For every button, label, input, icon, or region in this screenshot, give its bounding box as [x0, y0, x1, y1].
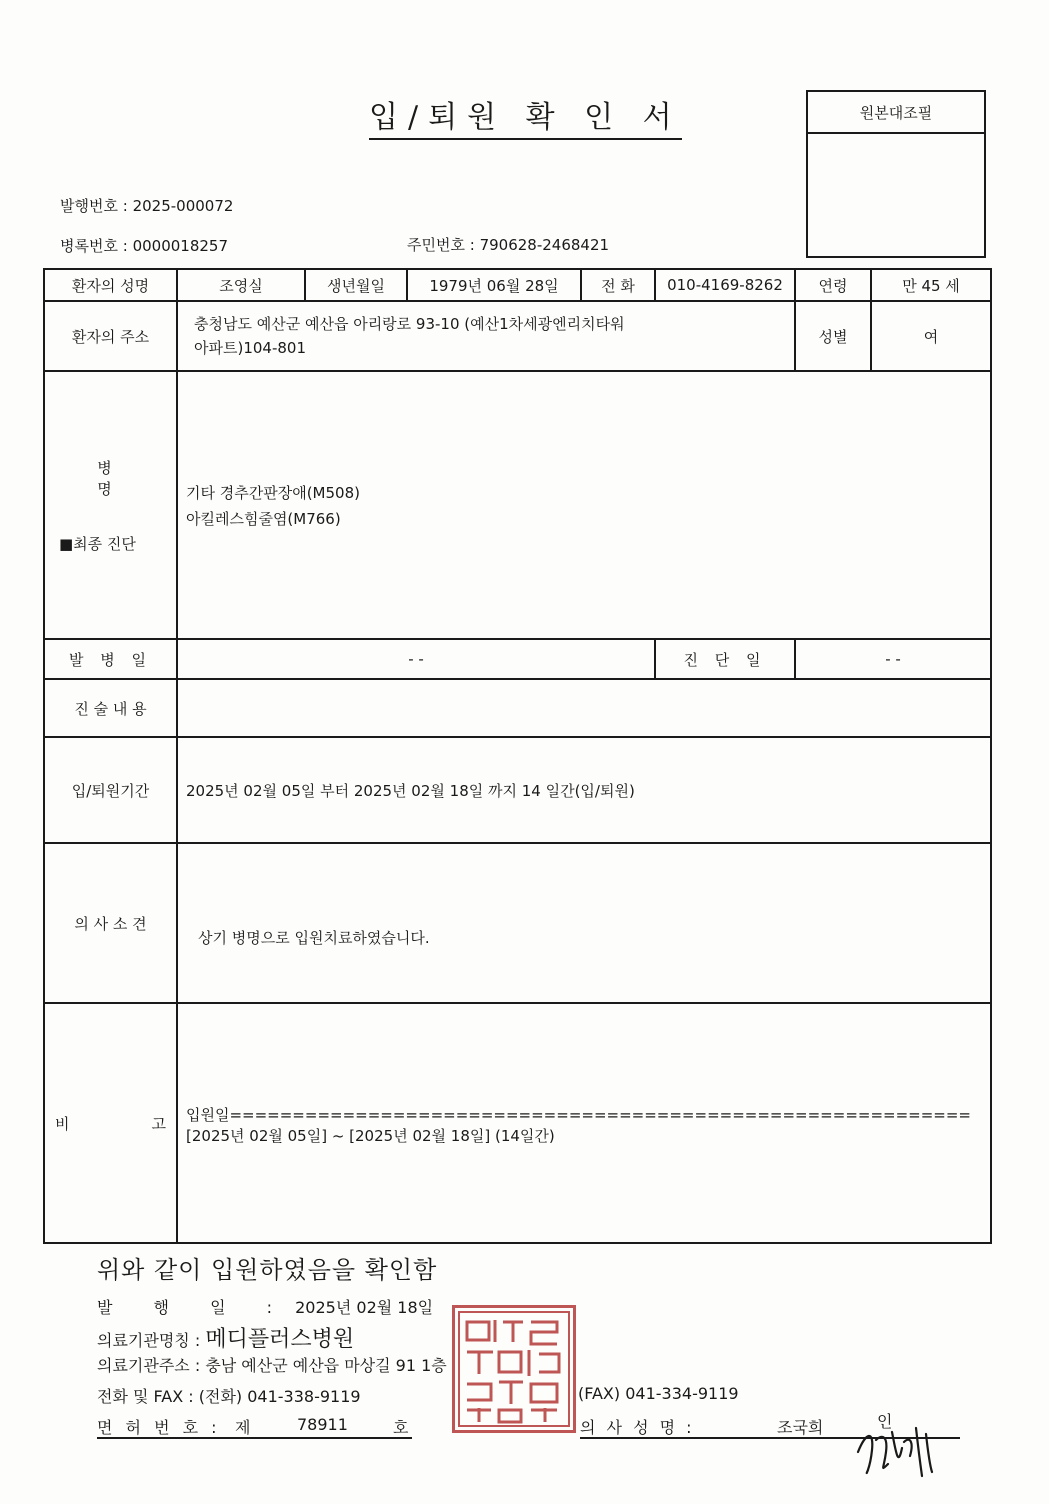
institution-label: 의료기관명칭 :: [97, 1331, 201, 1350]
license-number: 78911: [297, 1415, 348, 1434]
hospital-seal-stamp: [452, 1305, 576, 1433]
sex-value: 여: [871, 301, 991, 371]
issue-date-value: 2025년 02월 18일: [295, 1298, 434, 1317]
issue-date-label: 발 행 일 :: [97, 1298, 291, 1317]
doctor-name: 조국희: [777, 1418, 824, 1437]
issue-date-row: [97, 1295, 433, 1318]
license-prefix: 제: [235, 1418, 251, 1437]
period-label: 입/퇴원기간: [44, 737, 177, 843]
opinion-row: [44, 843, 991, 1003]
remarks-line-1: 입원일===========================================================: [186, 1106, 972, 1124]
institution-address: 충남 예산군 예산읍 마상길 91 1층: [205, 1356, 447, 1375]
patient-address: [177, 301, 795, 371]
phone-number: 010-4169-8262: [655, 269, 795, 301]
diagnosis-date-value: - -: [795, 639, 991, 679]
resident-number: [407, 234, 609, 255]
license-suffix: 호: [393, 1418, 409, 1437]
period-value: 2025년 02월 05일 부터 2025년 02월 18일 까지 14 일간(입/퇴원): [177, 737, 991, 843]
doctor-signature: [852, 1412, 942, 1486]
opinion-value: 상기 병명으로 입원치료하였습니다.: [177, 843, 991, 1003]
diagnosis-item: 아킬레스힘줄염(M766): [186, 510, 341, 528]
diagnosis-row: [44, 371, 991, 639]
statement-value: [177, 679, 991, 737]
issue-number: [60, 195, 233, 216]
remarks-line-2: [2025년 02월 05일] ~ [2025년 02월 18일] (14일간): [186, 1127, 555, 1145]
record-number-label: 병록번호 :: [60, 237, 128, 255]
period-row: [44, 737, 991, 843]
institution-address-row: [97, 1353, 447, 1376]
diagnosis-label: 병 명: [97, 458, 142, 498]
remarks-label-cell: [44, 1003, 177, 1243]
statement-label: 진 술 내 용: [44, 679, 177, 737]
diagnosis-date-label: 진 단 일: [655, 639, 795, 679]
institution-row: [97, 1322, 354, 1353]
contact-label: 전화 및 FAX :: [97, 1387, 194, 1406]
institution-address-label: 의료기관주소 :: [97, 1356, 201, 1375]
statement-row: [44, 679, 991, 737]
birth-date: 1979년 06월 28일: [407, 269, 581, 301]
resident-number-value: 790628-2468421: [479, 236, 610, 254]
remarks-label-right: 고: [151, 1114, 166, 1133]
signature-graphic: [852, 1412, 942, 1482]
remarks-row: [44, 1003, 991, 1243]
address-label: 환자의 주소: [44, 301, 177, 371]
contact-row: [97, 1384, 361, 1407]
record-number: [60, 235, 228, 256]
original-check-box: [806, 90, 986, 258]
final-diagnosis-label: ■최종 진단: [59, 534, 136, 553]
patient-row-1: [44, 269, 991, 301]
opinion-label: 의 사 소 견: [44, 843, 177, 1003]
onset-row: [44, 639, 991, 679]
telephone: (전화) 041-338-9119: [198, 1387, 361, 1406]
remarks-value: [177, 1003, 991, 1243]
name-label: 환자의 성명: [44, 269, 177, 301]
patient-name: 조영실: [177, 269, 305, 301]
seal-mark: 인: [877, 1412, 893, 1431]
fax-number: (FAX) 041-334-9119: [578, 1384, 739, 1403]
diagnosis-item: 기타 경추간판장애(M508): [186, 484, 360, 502]
confirmation-statement: 위와 같이 입원하였음을 확인함: [97, 1256, 438, 1284]
birth-label: 생년월일: [305, 269, 407, 301]
seal-graphic: [455, 1308, 573, 1430]
institution-name: 메디플러스병원: [205, 1327, 355, 1352]
age-label: 연령: [795, 269, 871, 301]
onset-value: - -: [177, 639, 655, 679]
address-line-1: 충청남도 예산군 예산읍 아리랑로 93-10 (예산1차세광엔리치타워: [194, 315, 625, 333]
patient-row-2: [44, 301, 991, 371]
remarks-label-left: 비: [55, 1114, 70, 1133]
onset-label: 발 병 일: [44, 639, 177, 679]
resident-number-label: 주민번호 :: [407, 236, 475, 254]
record-number-value: 0000018257: [132, 237, 229, 255]
diagnosis-label-cell: [44, 371, 177, 639]
license-label: 면 허 번 호 :: [97, 1418, 221, 1437]
confirmation-table: [43, 268, 992, 1244]
sex-label: 성별: [795, 301, 871, 371]
phone-label: 전 화: [581, 269, 655, 301]
issue-number-label: 발행번호 :: [60, 197, 128, 215]
doctor-label: 의 사 성 명 :: [580, 1418, 695, 1437]
age-value: 만 45 세: [871, 269, 991, 301]
diagnosis-list: [177, 371, 991, 639]
original-check-label: 원본대조필: [808, 92, 984, 134]
document-title: 입/퇴원 확 인 서: [369, 92, 682, 140]
fax-row: [578, 1384, 739, 1403]
issue-number-value: 2025-000072: [132, 197, 234, 215]
address-line-2: 아파트)104-801: [194, 339, 306, 357]
